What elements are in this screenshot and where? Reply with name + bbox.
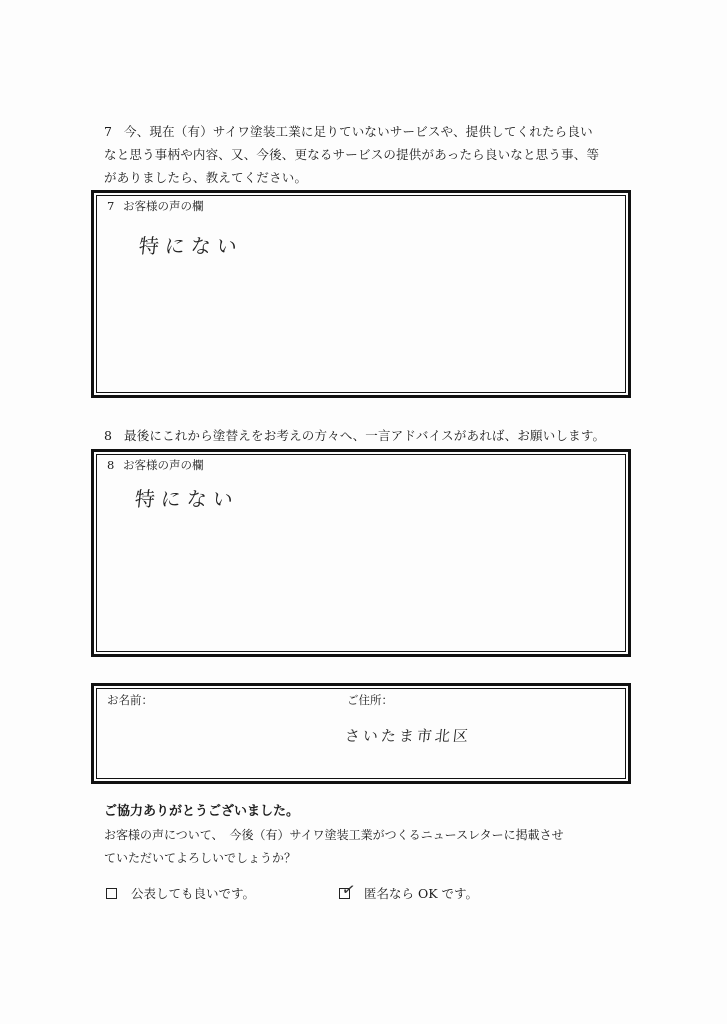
question-8-text: 最後にこれから塗替えをお考えの方々へ、一言アドバイスがあれば、お願いします。 <box>124 428 606 443</box>
address-label: ご住所： <box>347 693 393 707</box>
checkmark-icon: ✓ <box>340 878 357 900</box>
answer-box-7[interactable] <box>91 190 631 398</box>
contact-box-inner <box>96 688 626 779</box>
answer-8-handwriting: 特にない <box>133 487 241 511</box>
answer-box-8-number: 8 <box>107 458 115 472</box>
checkbox-public[interactable] <box>106 888 117 899</box>
publication-notice-line-1: お客様の声について、 今後（有）サイワ塗装工業がつくるニュースレターに掲載させ <box>104 828 564 842</box>
option-public[interactable] <box>106 884 255 902</box>
answer-box-7-inner <box>96 195 626 393</box>
question-7-number: 7 <box>104 124 113 139</box>
address-handwriting: さいたま市北区 <box>344 727 472 745</box>
option-anonymous[interactable] <box>339 878 479 902</box>
option-public-label: 公表しても良いです。 <box>131 886 256 901</box>
publication-notice <box>104 824 639 870</box>
answer-box-8-inner <box>96 454 626 652</box>
publication-notice-line-2: ていただいてよろしいでしょうか？ <box>104 851 297 865</box>
answer-7-handwriting: 特にない <box>137 234 245 258</box>
contact-box[interactable] <box>91 683 631 784</box>
answer-box-8-label-text: お客様の声の欄 <box>123 458 204 472</box>
checkbox-anonymous[interactable] <box>339 878 357 900</box>
question-7 <box>104 120 634 189</box>
answer-box-8-label <box>107 457 204 473</box>
thanks-heading: ご協力ありがとうございました。 <box>104 804 300 819</box>
question-7-line-3: がありましたら、教えてください。 <box>104 170 308 185</box>
question-7-line-2: なと思う事柄や内容、又、今後、更なるサービスの提供があったら良いなと思う事、等 <box>104 147 600 162</box>
answer-box-8[interactable] <box>91 449 631 657</box>
question-8-number: 8 <box>104 428 113 443</box>
question-7-line-1: 今、現在（有）サイワ塗装工業に足りていないサービスや、提供してくれたら良い <box>124 124 593 139</box>
answer-box-7-label <box>107 198 204 214</box>
answer-box-7-number: 7 <box>107 199 115 213</box>
question-8 <box>104 424 634 447</box>
answer-box-7-label-text: お客様の声の欄 <box>123 199 204 213</box>
name-label: お名前： <box>107 693 153 707</box>
option-anonymous-label: 匿名なら OK です。 <box>364 886 479 901</box>
